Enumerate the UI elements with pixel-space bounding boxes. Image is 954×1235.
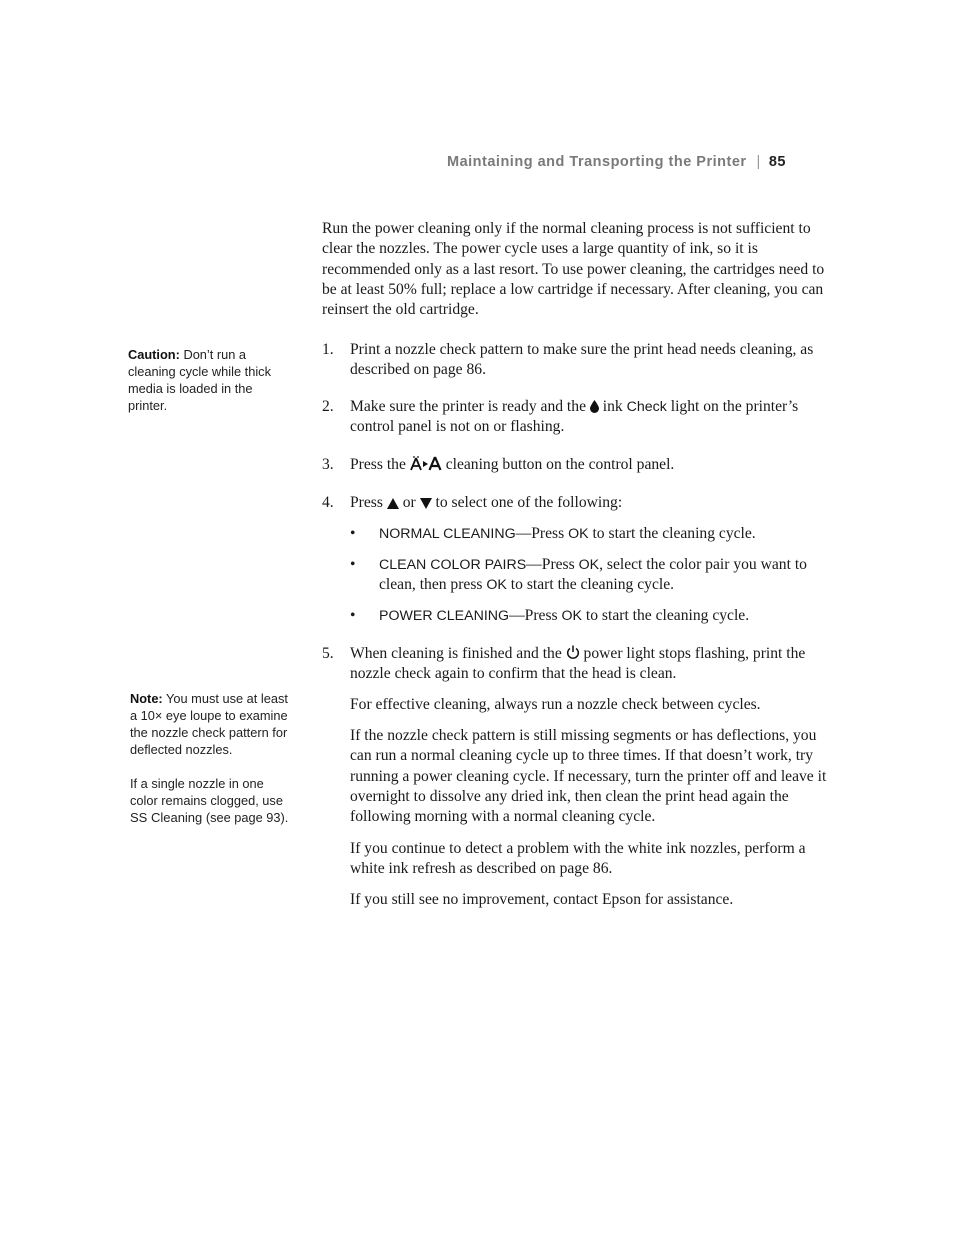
- step-text-part: power light stops flashing, print the nozzle check again to confirm that the head is clean.: [350, 645, 806, 683]
- bullet-text-part: , select the color pair you want to clean, then press: [379, 556, 807, 594]
- bullet-text-part: —Press: [509, 607, 562, 624]
- power-cleaning-label: POWER CLEANING: [379, 608, 510, 624]
- note-text: You must use at least a 10× eye loupe to examine the nozzle check pattern for deflected nozzles.: [130, 691, 288, 757]
- header-separator: |: [756, 154, 761, 170]
- paragraph-white-ink: If you continue to detect a problem with the white ink nozzles, perform a white ink refresh as described on page 86.: [350, 840, 806, 878]
- bullet-text-part: to start the cleaning cycle.: [588, 525, 756, 542]
- step-text-part: to select one of the following:: [431, 494, 623, 511]
- step-number: 2.: [322, 398, 334, 415]
- step-text-part: cleaning button on the control panel.: [445, 456, 675, 473]
- note-text-2a: If a single nozzle in one color remains clogged, use: [130, 776, 283, 808]
- power-icon: [566, 645, 580, 660]
- up-arrow-icon: [387, 498, 399, 509]
- note-block: [130, 690, 290, 826]
- chapter-title: Maintaining and Transporting the Printer: [447, 154, 747, 170]
- step-4: [322, 493, 830, 513]
- step-text: Print a nozzle check pattern to make sure the print head needs cleaning, as described on page 86.: [350, 341, 814, 379]
- bullet-text-part: —Press: [515, 525, 569, 542]
- running-header: [447, 154, 827, 170]
- ok-label: OK: [561, 608, 582, 624]
- step-text: [350, 455, 830, 475]
- bullet-text-part: to start the cleaning cycle.: [506, 576, 675, 594]
- step-text-part: ink: [598, 398, 627, 415]
- bullet-dot: •: [350, 556, 356, 573]
- bullet-clean-color-pairs: [350, 555, 830, 596]
- step-2: [322, 397, 830, 438]
- step-number: 5.: [322, 645, 334, 662]
- ok-label: OK: [578, 557, 600, 573]
- step-5: [322, 644, 830, 685]
- bullet-text: [379, 555, 830, 596]
- caution-note: [128, 346, 288, 414]
- note-text-2b: (see page 93).: [202, 810, 289, 825]
- intro-paragraph: Run the power cleaning only if the normal cleaning process is not sufficient to clear the nozzles. The power cycle uses a large quantity of ink, so it is recommended only as a last resort. To use power cleaning, the cartridges need to be at least 50% full; replace a low cartridge if necessary. After cleaning, you can reinsert the old cartridge.: [322, 220, 825, 319]
- bullet-dot: •: [350, 607, 356, 624]
- step-text-part: When cleaning is finished and the: [350, 645, 566, 662]
- bullet-text: [379, 524, 830, 544]
- normal-cleaning-label: NORMAL CLEANING: [379, 526, 516, 542]
- ink-drop-icon: [590, 400, 599, 413]
- bullet-text-part: —Press: [526, 556, 579, 573]
- step-text-part: Make sure the printer is ready and the: [350, 398, 590, 415]
- page-number: 85: [768, 154, 786, 170]
- ok-label: OK: [568, 526, 589, 542]
- check-label: Check: [626, 399, 667, 415]
- clean-color-pairs-label: CLEAN COLOR PAIRS: [379, 557, 527, 573]
- step-number: 3.: [322, 456, 334, 473]
- step-text: [350, 644, 830, 685]
- paragraph-still-missing: If the nozzle check pattern is still missing segments or has deflections, you can run a normal cleaning cycle up to three times. If that doesn’t work, try running a power cleaning cycle. If necessary, turn the printer off and leave it overnight to dissolve any dried ink, then clean the print head again the following morning with a normal cleaning cycle.: [350, 727, 827, 826]
- step-text: [350, 493, 830, 513]
- step-text: [350, 397, 830, 438]
- caution-label: Caution:: [128, 347, 180, 362]
- step-3: [322, 455, 830, 475]
- step-text-part: or: [398, 494, 420, 511]
- paragraph-contact-epson: If you still see no improvement, contact Epson for assistance.: [350, 891, 734, 908]
- paragraph-effective-cleaning: For effective cleaning, always run a nozzle check between cycles.: [350, 696, 761, 713]
- step-number: 4.: [322, 494, 334, 511]
- note-label: Note:: [130, 691, 163, 706]
- bullet-power-cleaning: [350, 606, 830, 626]
- ok-label: OK: [486, 577, 507, 594]
- step-text-part: Press the: [350, 456, 410, 473]
- bullet-text-part: to start the cleaning cycle.: [582, 607, 750, 624]
- bullet-normal-cleaning: [350, 524, 830, 544]
- step-number: 1.: [322, 341, 334, 358]
- step-text-part: light on the printer’s control panel is not on or flashing.: [350, 398, 799, 436]
- bullet-dot: •: [350, 525, 356, 542]
- step-1: [322, 340, 830, 381]
- ss-cleaning-label: SS Cleaning: [130, 810, 203, 825]
- bullet-text: [379, 606, 830, 626]
- step-text-part: Press: [350, 494, 387, 511]
- down-arrow-icon: [420, 498, 432, 509]
- caution-text: Don’t run a cleaning cycle while thick media is loaded in the printer.: [128, 347, 271, 413]
- cleaning-icon: [410, 456, 442, 471]
